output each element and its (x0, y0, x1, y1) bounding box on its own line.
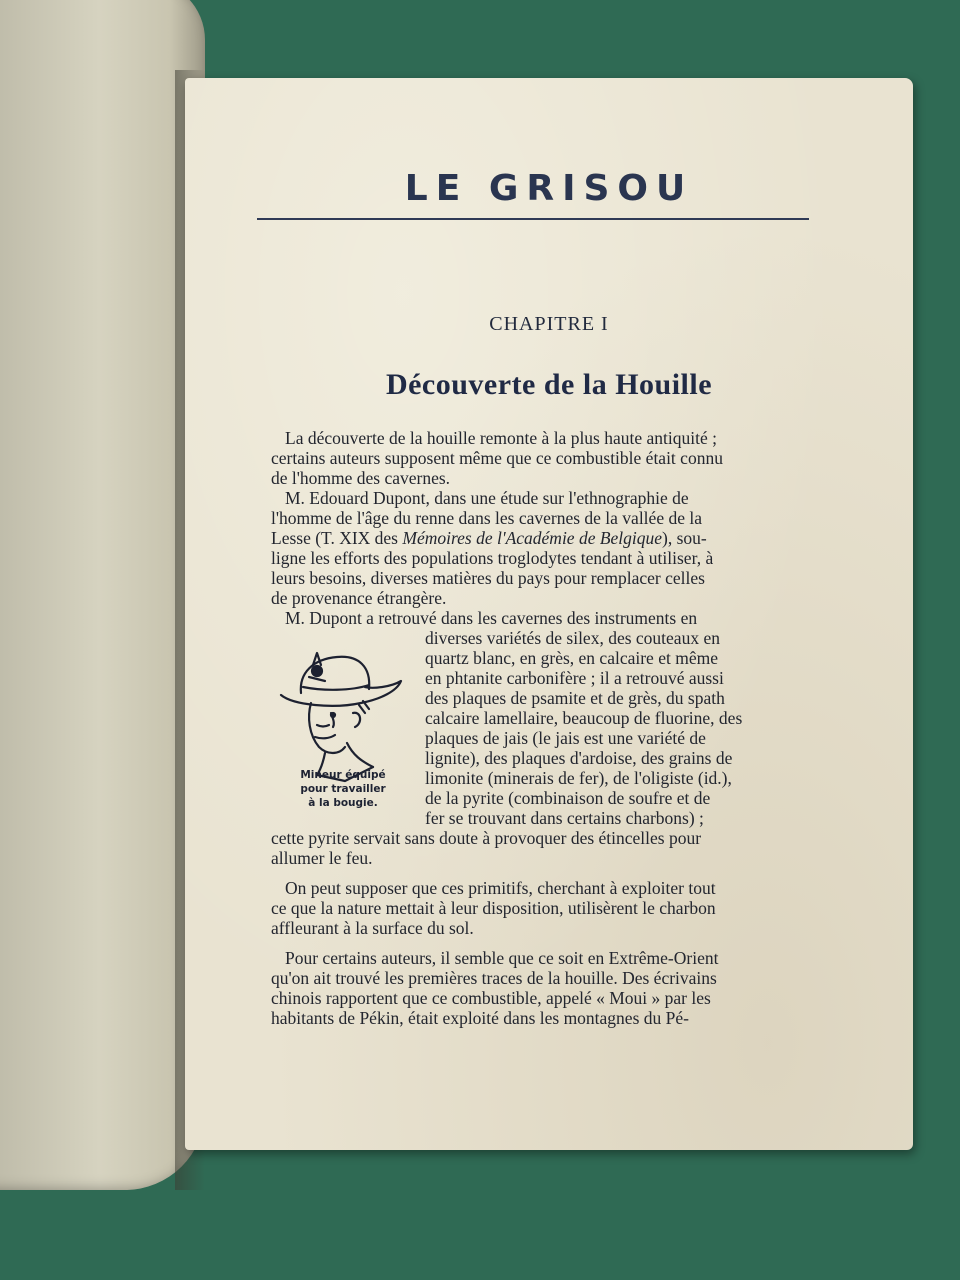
text-line: lignite), des plaques d'ardoise, des grains de (425, 748, 733, 768)
text-line: en phtanite carbonifère ; il a retrouvé aussi (425, 668, 724, 688)
chapter-label: CHAPITRE I (489, 313, 609, 335)
text-line: affleurant à la surface du sol. (271, 918, 474, 938)
text-line: leurs besoins, diverses matières du pays pour remplacer celles (271, 568, 705, 588)
caption-line: pour travailler (300, 783, 386, 795)
text-line: Pour certains auteurs, il semble que ce soit en Extrême-Orient (285, 948, 719, 968)
text-line: diverses variétés de silex, des couteaux en (425, 628, 720, 648)
text-line: de provenance étrangère. (271, 588, 447, 608)
text-line: des plaques de psamite et de grès, du spath (425, 688, 725, 708)
text-line: habitants de Pékin, était exploité dans les montagnes du Pé- (271, 1008, 689, 1028)
caption-line: Mineur équipé (300, 769, 386, 781)
text-line: l'homme de l'âge du renne dans les cavernes de la vallée de la (271, 508, 702, 528)
figure-caption (283, 768, 403, 810)
text-line: M. Dupont a retrouvé dans les cavernes des instruments en (285, 608, 698, 628)
text-line: certains auteurs supposent même que ce combustible était connu (271, 448, 723, 468)
text-line: ce que la nature mettait à leur disposition, utilisèrent le charbon (271, 898, 716, 918)
text-line: La découverte de la houille remonte à la plus haute antiquité ; (285, 428, 717, 448)
text-line-italic-ref (271, 528, 707, 548)
chapter-heading: Découverte de la Houille (385, 368, 713, 401)
text-line: plaques de jais (le jais est une variété de (425, 728, 706, 748)
text-line: chinois rapportent que ce combustible, appelé « Moui » par les (271, 988, 711, 1008)
text-run: ), sou- (662, 528, 707, 548)
text-line: On peut supposer que ces primitifs, cherchant à exploiter tout (285, 878, 716, 898)
book-title: LE GRISOU (404, 168, 694, 209)
text-line: de l'homme des cavernes. (271, 468, 451, 488)
text-line: cette pyrite servait sans doute à provoquer des étincelles pour (271, 828, 702, 848)
caption-line: à la bougie. (308, 797, 378, 809)
journal-title: Mémoires de l'Académie de Belgique (402, 528, 663, 548)
text-line: ligne les efforts des populations troglodytes tendant à utiliser, à (271, 548, 714, 568)
text-line: calcaire lamellaire, beaucoup de fluorine, des (425, 708, 743, 728)
text-line: quartz blanc, en grès, en calcaire et même (425, 648, 718, 668)
text-line: allumer le feu. (271, 848, 373, 868)
text-line: M. Edouard Dupont, dans une étude sur l'ethnographie de (285, 488, 689, 508)
text-line: limonite (minerais de fer), de l'oligiste (id.), (425, 768, 732, 788)
text-line: fer se trouvant dans certains charbons) ; (425, 808, 704, 828)
text-line: de la pyrite (combinaison de soufre et de (425, 788, 711, 808)
text-line: qu'on ait trouvé les premières traces de la houille. Des écrivains (271, 968, 717, 988)
title-rule (257, 218, 809, 220)
book-page (185, 78, 913, 1150)
text-run: Lesse (T. XIX des (271, 528, 403, 548)
